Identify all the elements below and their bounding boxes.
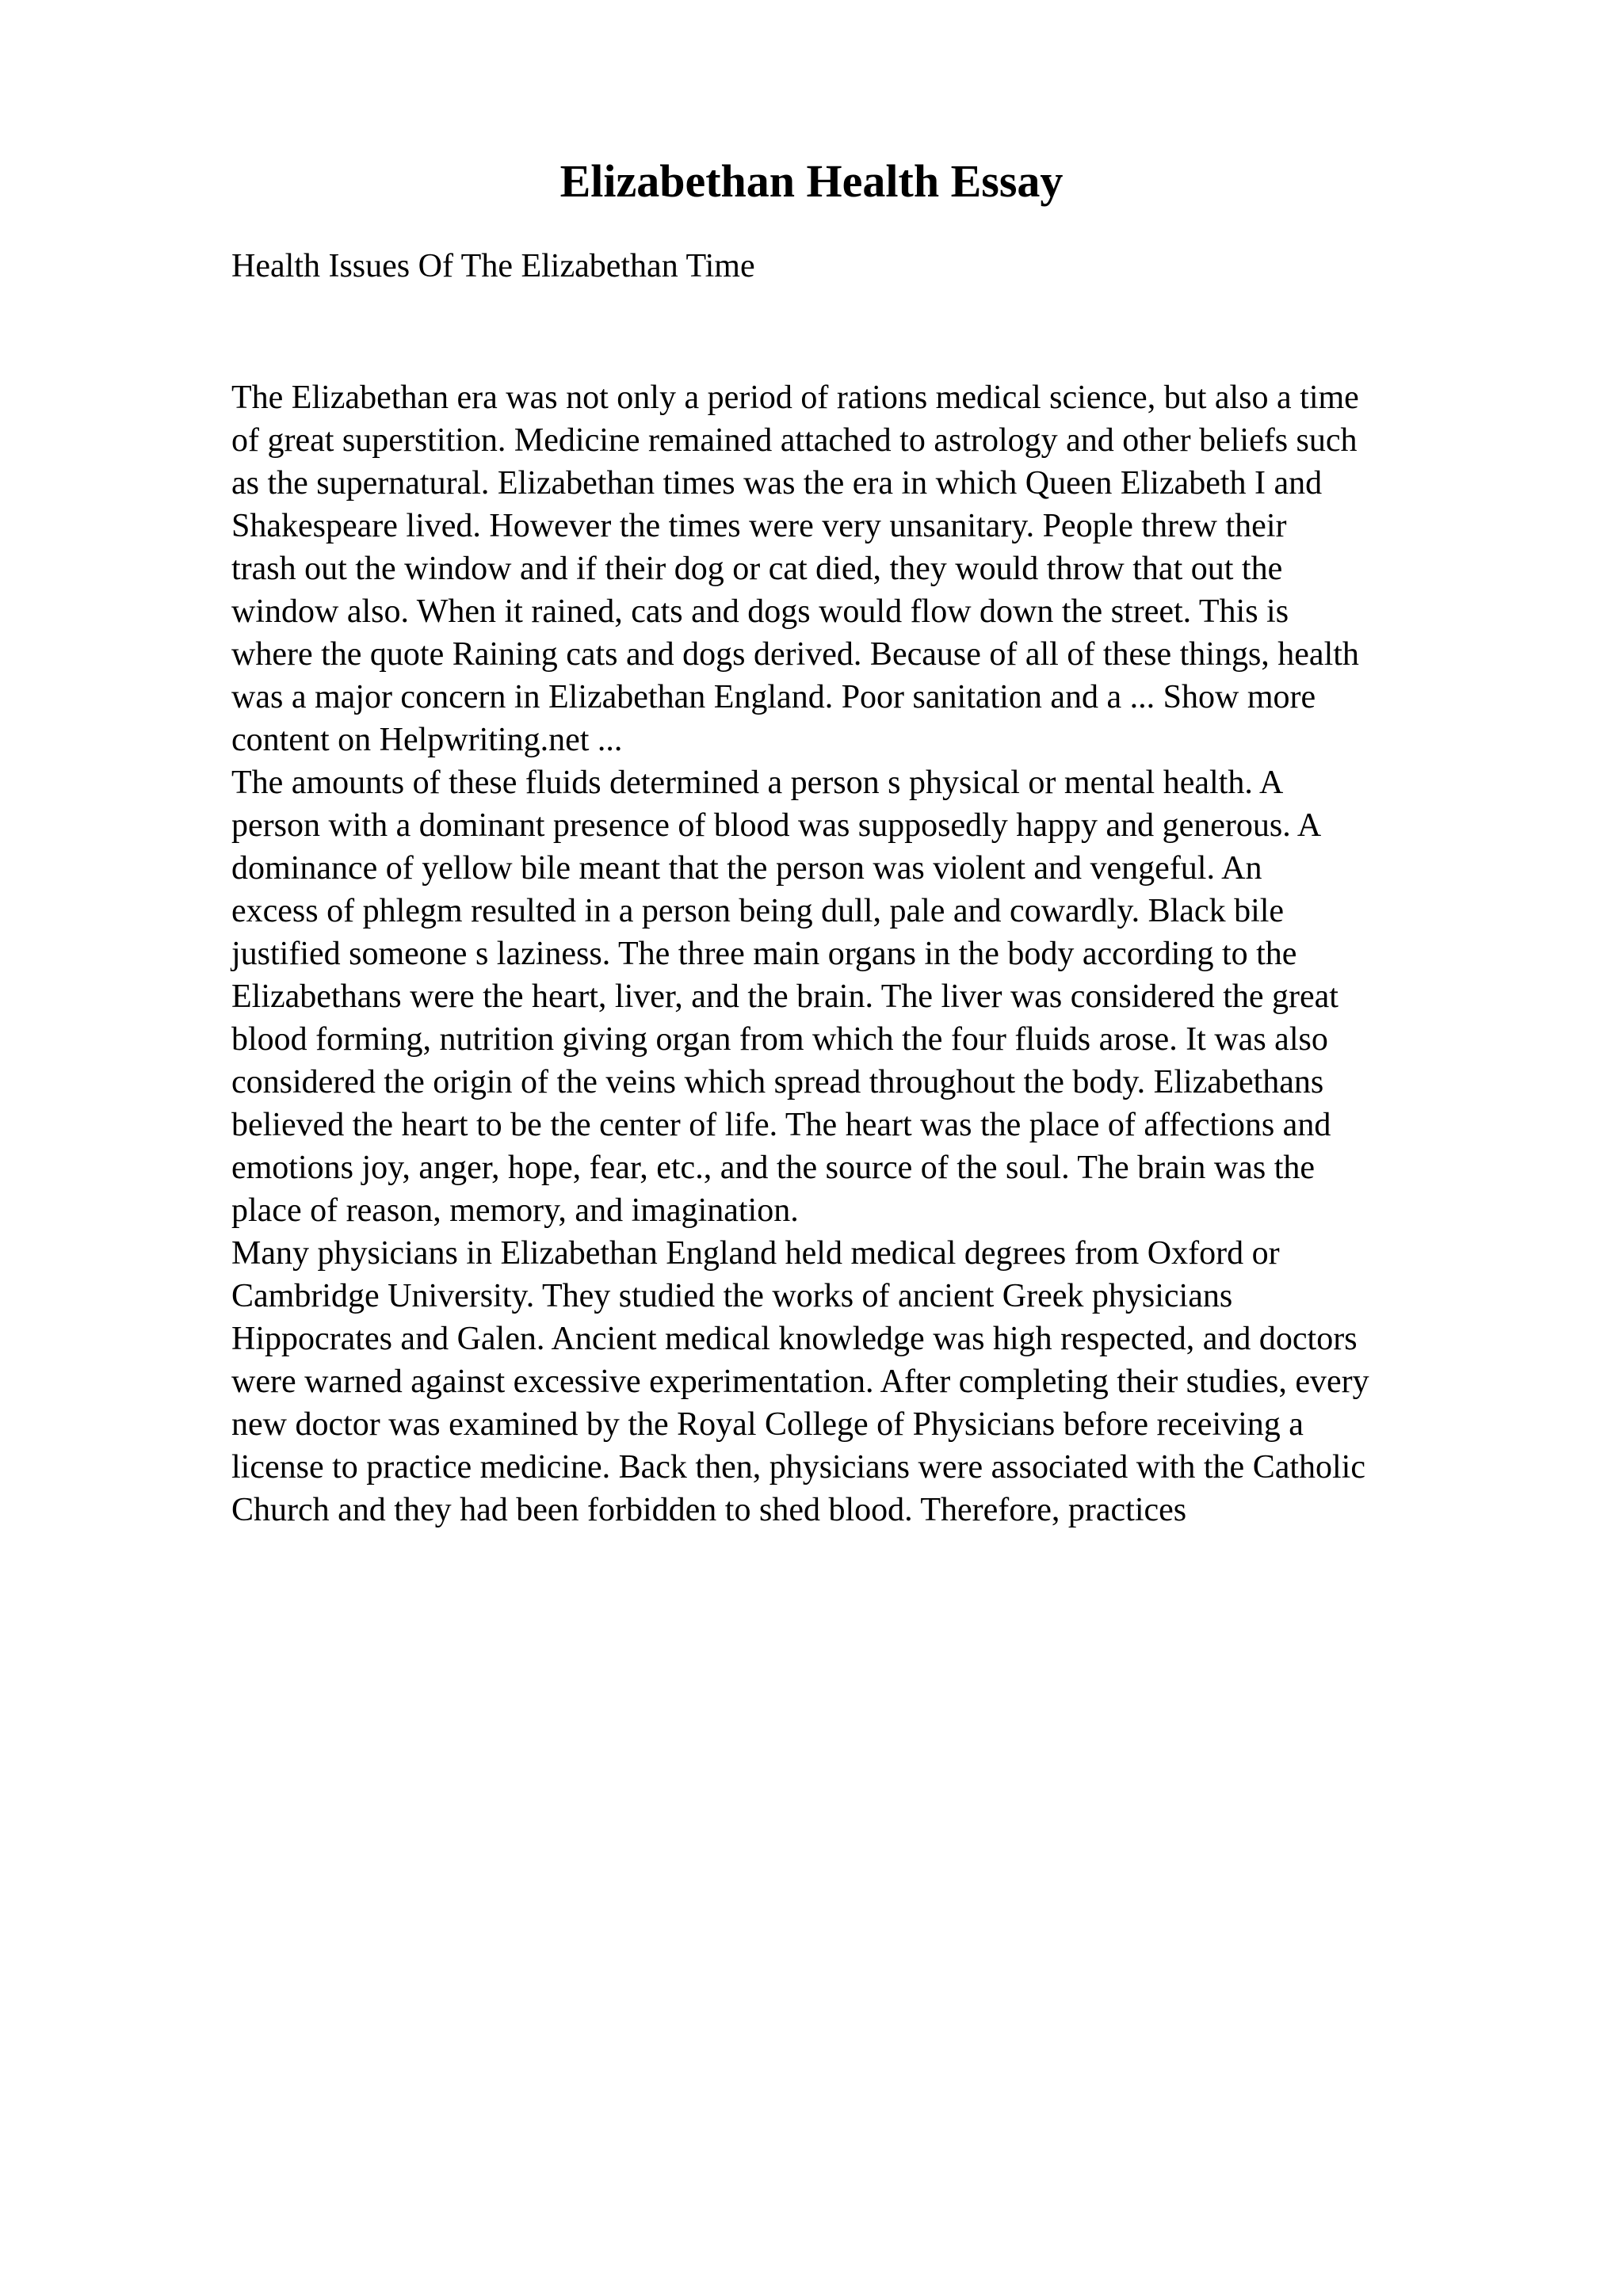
essay-line: The amounts of these fluids determined a person s physical or mental health. A (231, 765, 1284, 801)
essay-line: Shakespeare lived. However the times were very unsanitary. People threw their (231, 508, 1287, 544)
essay-body (231, 376, 1499, 1531)
essay-line: license to practice medicine. Back then, physicians were associated with the Catholic (231, 1449, 1365, 1486)
essay-line: where the quote Raining cats and dogs derived. Because of all of these things, health (231, 636, 1359, 673)
essay-line: Many physicians in Elizabethan England held medical degrees from Oxford or (231, 1235, 1280, 1272)
essay-line: person with a dominant presence of blood was supposedly happy and generous. A (231, 807, 1322, 844)
essay-line: content on Helpwriting.net ... (231, 722, 623, 758)
page-title: Elizabethan Health Essay (559, 155, 1064, 207)
essay-line: considered the origin of the veins which spread throughout the body. Elizabethans (231, 1064, 1324, 1100)
essay-line: blood forming, nutrition giving organ from which the four fluids arose. It was also (231, 1021, 1328, 1058)
essay-line: The Elizabethan era was not only a period of rations medical science, but also a time (231, 379, 1359, 416)
essay-line: Elizabethans were the heart, liver, and the brain. The liver was considered the great (231, 978, 1338, 1015)
essay-line: Hippocrates and Galen. Ancient medical knowledge was high respected, and doctors (231, 1321, 1358, 1357)
essay-line: place of reason, memory, and imagination. (231, 1192, 799, 1229)
essay-line: justified someone s laziness. The three main organs in the body according to the (231, 936, 1297, 972)
essay-line: dominance of yellow bile meant that the person was violent and vengeful. An (231, 850, 1262, 887)
essay-line: believed the heart to be the center of life. The heart was the place of affections and (231, 1107, 1331, 1143)
essay-line: new doctor was examined by the Royal College of Physicians before receiving a (231, 1406, 1304, 1443)
essay-line: as the supernatural. Elizabethan times was the era in which Queen Elizabeth I and (231, 465, 1323, 502)
essay-line: trash out the window and if their dog or cat died, they would throw that out the (231, 551, 1283, 587)
essay-line: Church and they had been forbidden to shed blood. Therefore, practices (231, 1492, 1187, 1528)
essay-line: were warned against excessive experimentation. After completing their studies, every (231, 1363, 1369, 1400)
essay-line: Cambridge University. They studied the works of ancient Greek physicians (231, 1278, 1233, 1314)
essay-line: excess of phlegm resulted in a person being dull, pale and cowardly. Black bile (231, 893, 1285, 929)
essay-line: emotions joy, anger, hope, fear, etc., and the source of the soul. The brain was the (231, 1150, 1316, 1186)
essay-line: window also. When it rained, cats and dogs would flow down the street. This is (231, 593, 1289, 630)
essay-line: of great superstition. Medicine remained attached to astrology and other beliefs such (231, 422, 1358, 459)
essay-line: was a major concern in Elizabethan England. Poor sanitation and a ... Show more (231, 679, 1316, 715)
page-subtitle: Health Issues Of The Elizabethan Time (231, 248, 755, 284)
